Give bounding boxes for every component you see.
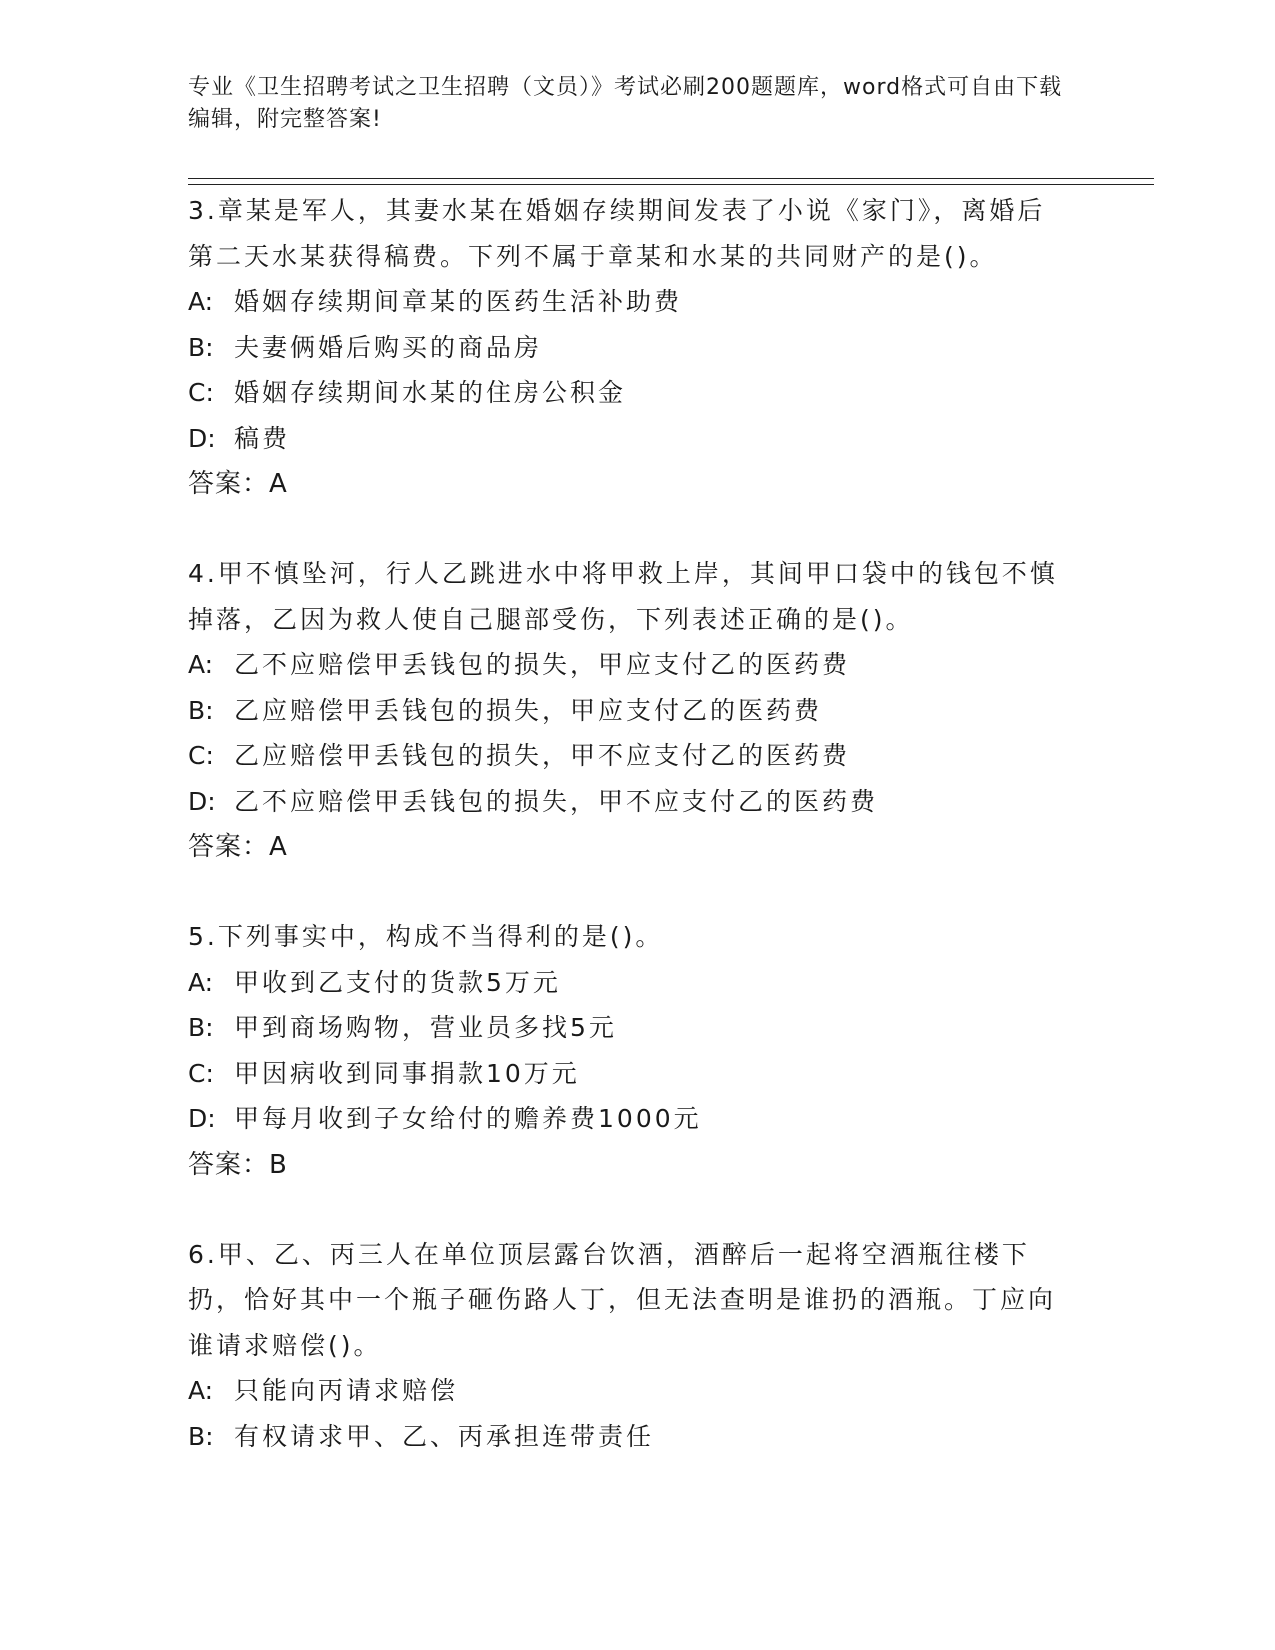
header-divider-top — [188, 178, 1154, 179]
question-stem: 5.下列事实中，构成不当得利的是()。 — [188, 922, 664, 951]
question-stem: 3.章某是军人，其妻水某在婚姻存续期间发表了小说《家门》，离婚后第二天水某获得稿费。下列不属于章某和水某的共同财产的是()。 — [188, 196, 1046, 271]
option-b — [188, 688, 1068, 734]
option-text: 乙应赔偿甲丢钱包的损失，甲不应支付乙的医药费 — [234, 741, 851, 770]
question-stem: 4.甲不慎坠河，行人乙跳进水中将甲救上岸，其间甲口袋中的钱包不慎掉落，乙因为救人使自己腿部受伤，下列表述正确的是()。 — [188, 559, 1058, 634]
document-header: 专业《卫生招聘考试之卫生招聘（文员）》考试必刷200题题库，word格式可自由下载编辑，附完整答案! — [188, 75, 1063, 132]
option-text: 乙不应赔偿甲丢钱包的损失，甲应支付乙的医药费 — [234, 650, 851, 679]
option-text: 甲每月收到子女给付的赡养费1000元 — [234, 1104, 702, 1133]
option-text: 甲收到乙支付的货款5万元 — [234, 967, 561, 997]
answer-line: 答案：A — [188, 832, 288, 862]
option-text: 甲因病收到同事捐款10万元 — [234, 1058, 580, 1088]
option-key: C: — [188, 378, 214, 407]
option-d — [188, 1096, 1068, 1142]
option-key: C: — [188, 741, 214, 770]
option-c — [188, 733, 1068, 779]
option-c — [188, 370, 1068, 416]
header-divider-bottom — [188, 184, 1154, 185]
option-key: A: — [188, 650, 214, 679]
question-4 — [188, 551, 1068, 870]
option-text: 只能向丙请求赔偿 — [234, 1376, 459, 1405]
option-key: C: — [188, 1058, 214, 1088]
option-text: 乙应赔偿甲丢钱包的损失，甲应支付乙的医药费 — [234, 695, 823, 725]
question-5 — [188, 914, 1068, 1188]
option-text: 夫妻俩婚后购买的商品房 — [234, 332, 543, 362]
option-a — [188, 279, 1068, 325]
option-key: B: — [188, 1421, 214, 1451]
option-key: B: — [188, 332, 214, 362]
option-b — [188, 325, 1068, 371]
option-text: 婚姻存续期间水某的住房公积金 — [234, 378, 627, 407]
option-key: D: — [188, 786, 216, 816]
option-key: D: — [188, 1104, 216, 1133]
option-key: B: — [188, 695, 214, 725]
option-c — [188, 1051, 1068, 1097]
question-3 — [188, 188, 1068, 507]
option-text: 婚姻存续期间章某的医药生活补助费 — [234, 287, 683, 316]
option-key: A: — [188, 287, 214, 316]
option-b — [188, 1414, 1068, 1460]
option-d — [188, 416, 1068, 462]
option-text: 有权请求甲、乙、丙承担连带责任 — [234, 1421, 655, 1451]
answer-line: 答案：B — [188, 1149, 288, 1180]
option-a — [188, 642, 1068, 688]
question-stem: 6.甲、乙、丙三人在单位顶层露台饮酒，酒醉后一起将空酒瓶往楼下扔，恰好其中一个瓶子砸伤路人丁，但无法查明是谁扔的酒瓶。丁应向谁请求赔偿()。 — [188, 1239, 1057, 1360]
option-a — [188, 1368, 1068, 1414]
option-d — [188, 779, 1068, 825]
option-key: A: — [188, 1376, 214, 1405]
option-text: 稿费 — [234, 423, 291, 453]
option-key: A: — [188, 967, 214, 997]
option-b — [188, 1005, 1068, 1051]
question-list — [188, 188, 1068, 1459]
option-text: 乙不应赔偿甲丢钱包的损失，甲不应支付乙的医药费 — [234, 786, 879, 816]
question-6 — [188, 1232, 1068, 1460]
option-text: 甲到商场购物，营业员多找5元 — [234, 1013, 617, 1042]
option-key: B: — [188, 1013, 214, 1042]
option-a — [188, 960, 1068, 1006]
answer-line: 答案：A — [188, 469, 288, 499]
option-key: D: — [188, 423, 216, 453]
